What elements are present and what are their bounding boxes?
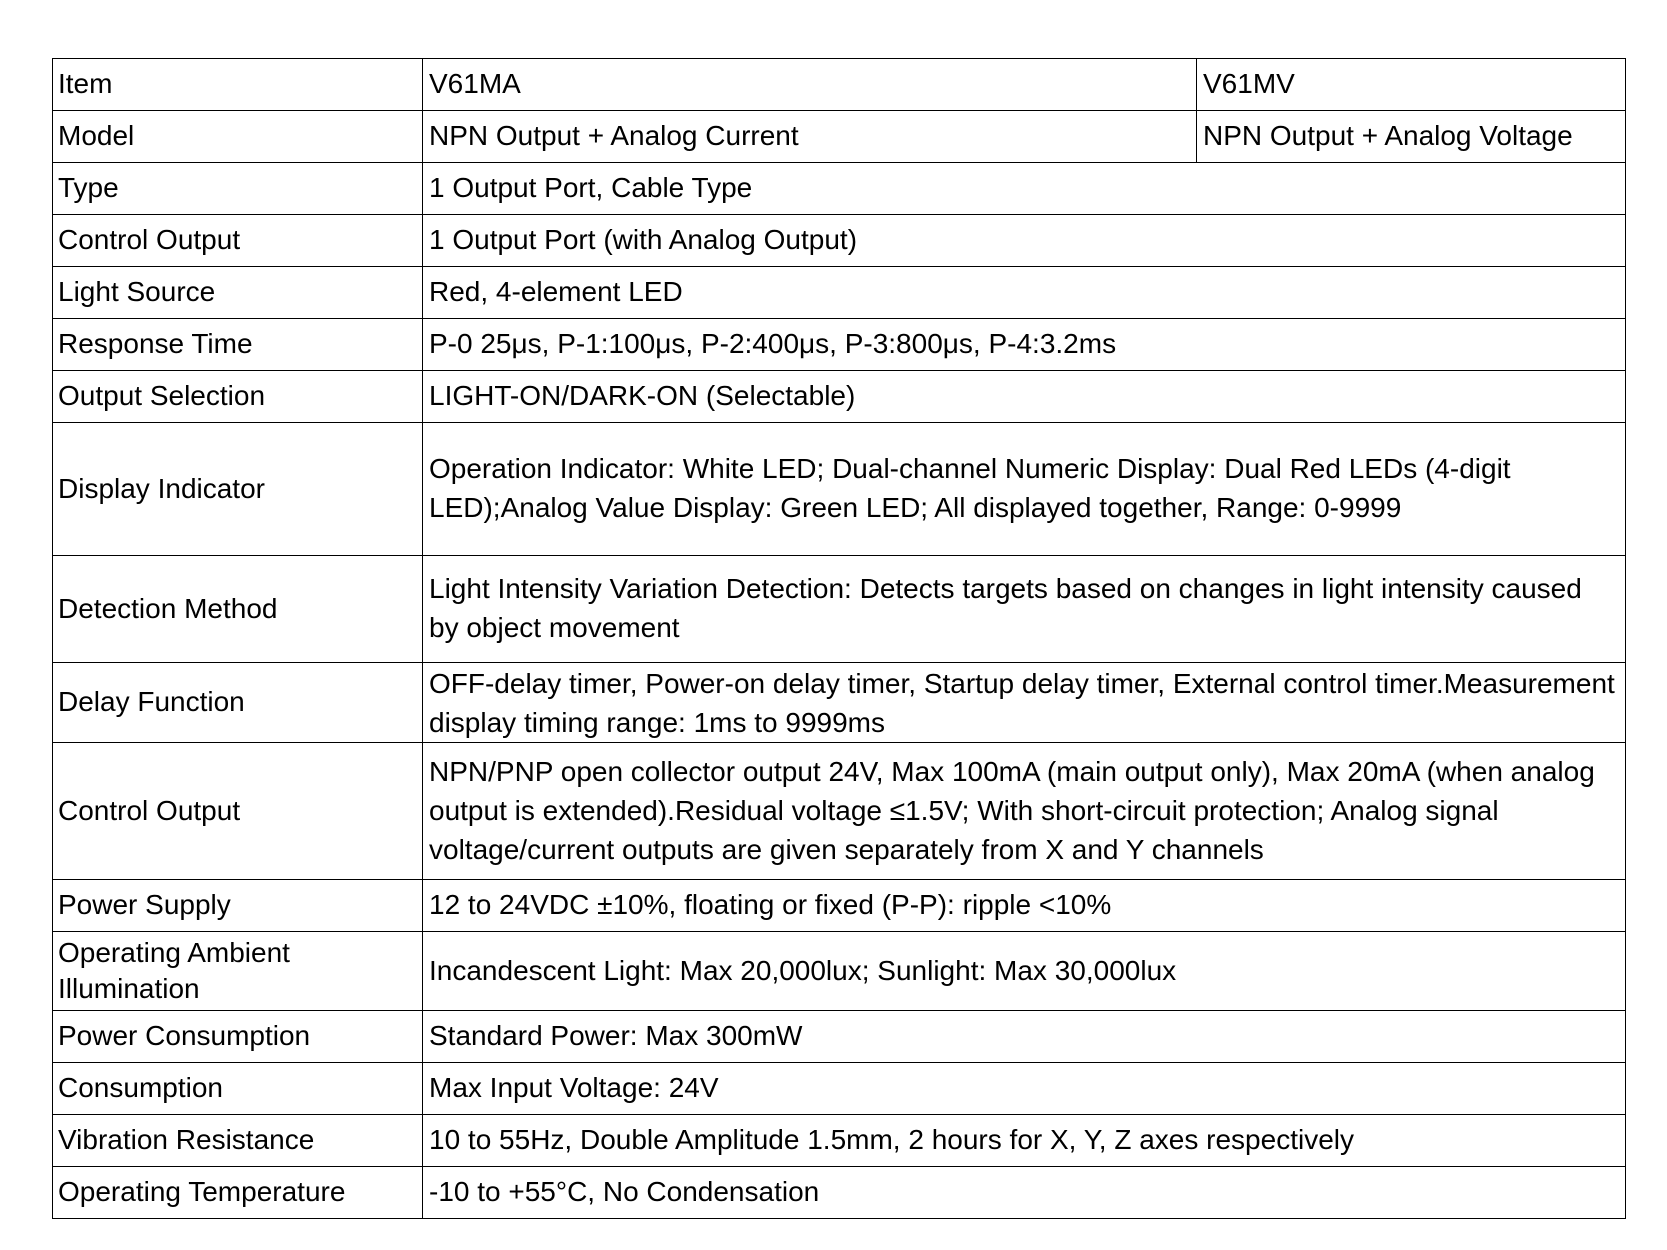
header-v61mv-cell: V61MV [1197,59,1626,111]
control-output-label: Control Output [53,215,423,267]
table-row [53,371,1626,423]
power-supply-value: 12 to 24VDC ±10%, floating or fixed (P-P): ripple <10% [423,880,1626,932]
vibration-resistance-value: 10 to 55Hz, Double Amplitude 1.5mm, 2 hours for X, Y, Z axes respectively [423,1115,1626,1167]
detection-method-label: Detection Method [53,556,423,663]
power-consumption-label: Power Consumption [53,1011,423,1063]
table-row [53,880,1626,932]
type-label: Type [53,163,423,215]
table-row [53,1167,1626,1219]
power-consumption-value: Standard Power: Max 300mW [423,1011,1626,1063]
light-source-value: Red, 4-element LED [423,267,1626,319]
ambient-illumination-value: Incandescent Light: Max 20,000lux; Sunlight: Max 30,000lux [423,932,1626,1011]
table-row [53,163,1626,215]
control-output-2-value: NPN/PNP open collector output 24V, Max 100mA (main output only), Max 20mA (when analog output is extended).Residual voltage ≤1.5V; With short-circuit protection; Analog signal voltage/current outputs are given separately from X and Y channels [423,743,1626,880]
consumption-value: Max Input Voltage: 24V [423,1063,1626,1115]
table-row [53,743,1626,880]
table-row [53,1063,1626,1115]
table-row [53,556,1626,663]
table-row [53,423,1626,556]
table-row-model [53,111,1626,163]
ambient-illumination-label: Operating Ambient Illumination [53,932,423,1011]
output-selection-label: Output Selection [53,371,423,423]
detection-method-value: Light Intensity Variation Detection: Detects targets based on changes in light intensity caused by object movement [423,556,1626,663]
operating-temperature-value: -10 to +55°C, No Condensation [423,1167,1626,1219]
operating-temperature-label: Operating Temperature [53,1167,423,1219]
table-row [53,1115,1626,1167]
delay-function-label: Delay Function [53,663,423,743]
table-row [53,215,1626,267]
model-v61ma-value: NPN Output + Analog Current [423,111,1197,163]
consumption-label: Consumption [53,1063,423,1115]
table-row [53,319,1626,371]
table-row [53,1011,1626,1063]
model-label: Model [53,111,423,163]
response-time-value: P-0 25μs, P-1:100μs, P-2:400μs, P-3:800μs, P-4:3.2ms [423,319,1626,371]
response-time-label: Response Time [53,319,423,371]
table-row-header [53,59,1626,111]
display-indicator-label: Display Indicator [53,423,423,556]
table-row [53,267,1626,319]
table-row [53,663,1626,743]
control-output-2-label: Control Output [53,743,423,880]
power-supply-label: Power Supply [53,880,423,932]
delay-function-value: OFF-delay timer, Power-on delay timer, Startup delay timer, External control timer.Measurement display timing range: 1ms to 9999ms [423,663,1626,743]
type-value: 1 Output Port, Cable Type [423,163,1626,215]
table-row [53,932,1626,1011]
header-item-cell: Item [53,59,423,111]
light-source-label: Light Source [53,267,423,319]
output-selection-value: LIGHT-ON/DARK-ON (Selectable) [423,371,1626,423]
header-v61ma-cell: V61MA [423,59,1197,111]
vibration-resistance-label: Vibration Resistance [53,1115,423,1167]
control-output-value: 1 Output Port (with Analog Output) [423,215,1626,267]
model-v61mv-value: NPN Output + Analog Voltage [1197,111,1626,163]
display-indicator-value: Operation Indicator: White LED; Dual-channel Numeric Display: Dual Red LEDs (4-digit LED);Analog Value Display: Green LED; All displayed together, Range: 0-9999 [423,423,1626,556]
spec-table [52,58,1626,1219]
